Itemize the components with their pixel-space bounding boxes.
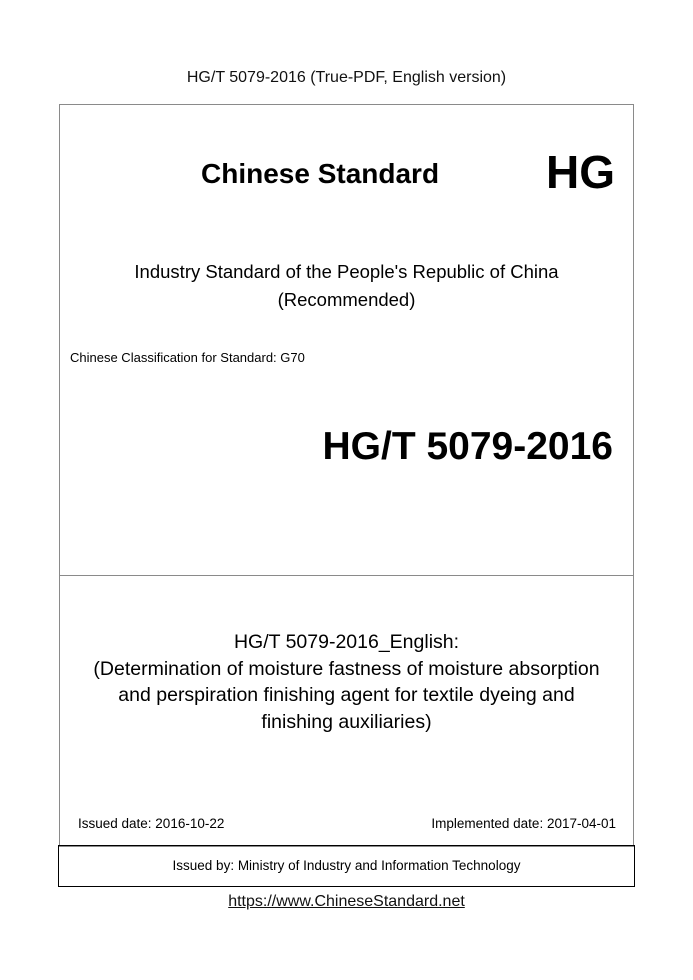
english-title [60, 629, 633, 735]
classification-label: Chinese Classification for Standard: G70 [70, 350, 305, 365]
industry-standard-heading [60, 258, 633, 314]
implemented-date: Implemented date: 2017-04-01 [431, 816, 616, 831]
english-title-line: finishing auxiliaries) [261, 710, 432, 733]
issued-date: Issued date: 2016-10-22 [78, 816, 225, 831]
english-title-line: (Determination of moisture fastness of moisture absorption [93, 657, 600, 680]
issued-by: Issued by: Ministry of Industry and Information Technology [58, 845, 635, 887]
english-title-line: and perspiration finishing agent for textile dyeing and [118, 684, 575, 706]
english-title-line: HG/T 5079-2016_English: [233, 631, 460, 653]
standard-number: HG/T 5079-2016 [322, 425, 613, 468]
page-header: HG/T 5079-2016 (True-PDF, English version) [186, 69, 507, 86]
website-link[interactable]: https://www.ChineseStandard.net [228, 893, 465, 910]
cover-top-section [60, 105, 633, 576]
cover-title: Chinese Standard [201, 158, 440, 189]
standard-code-mark: HG [546, 146, 615, 198]
industry-standard-line: Industry Standard of the People's Republic of China [134, 261, 559, 282]
recommended-line: (Recommended) [277, 289, 416, 310]
cover-box [59, 104, 634, 847]
